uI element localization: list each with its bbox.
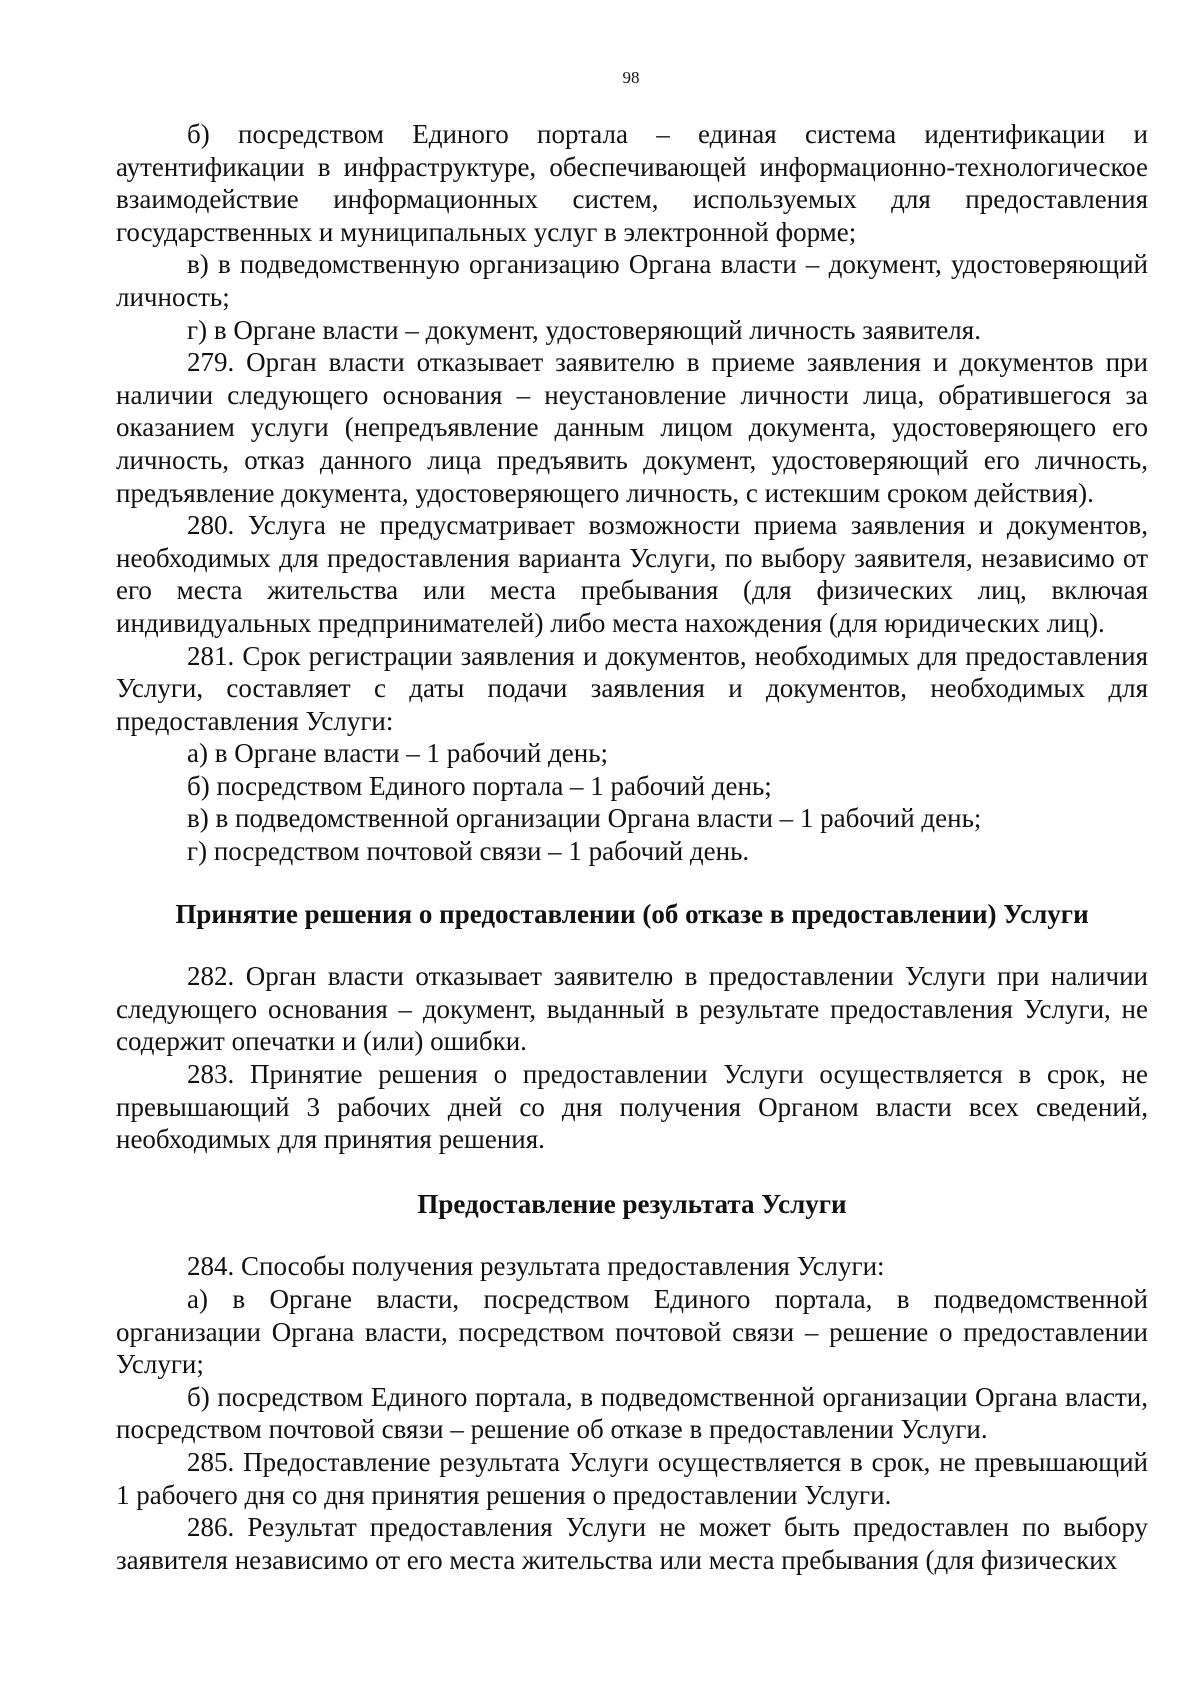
paragraph: 285. Предоставление результата Услуги осуществляется в срок, не превышающий 1 рабочего дня со дня принятия решения о предоставлении Услуги. <box>116 1446 1148 1510</box>
paragraph: 286. Результат предоставления Услуги не может быть предоставлен по выбору заявителя независимо от его места жительства или места пребывания (для физических <box>116 1512 1148 1575</box>
paragraph: б) посредством Единого портала, в подведомственной организации Органа власти, посредством почтовой связи – решение об отказе в предоставлении Услуги. <box>116 1381 1148 1445</box>
paragraph: а) в Органе власти – 1 рабочий день; <box>187 738 609 769</box>
section-heading-decision: Принятие решения о предоставлении (об отказе в предоставлении) Услуги <box>175 898 1089 929</box>
section-paragraphs-a <box>116 118 1148 868</box>
paragraph: б) посредством Единого портала – единая система идентификации и аутентификации в инфраструктуре, обеспечивающей информационно-технологическое взаимодействие информационных систем, используемых для предоставления государственных и муниципальных услуг в электронной форме; <box>116 119 1148 247</box>
section-heading-result: Предоставление результата Услуги <box>417 1188 847 1219</box>
paragraph: а) в Органе власти, посредством Единого портала, в подведомственной организации Органа власти, посредством почтовой связи – решение о предоставлении Услуги; <box>116 1284 1148 1380</box>
paragraph: в) в подведомственной организации Органа власти – 1 рабочий день; <box>187 803 982 834</box>
paragraph: 279. Орган власти отказывает заявителю в приеме заявления и документов при наличии следующего основания – неустановление личности лица, обратившегося за оказанием услуги (непредъявление данным лицом документа, удостоверяющего его личность, отказ данного лица предъявить документ, удостоверяющий его личность, предъявление документа, удостоверяющего личность, с истекшим сроком действия). <box>116 347 1148 508</box>
paragraph: г) в Органе власти – документ, удостоверяющий личность заявителя. <box>187 314 981 345</box>
paragraph: 280. Услуга не предусматривает возможности приема заявления и документов, необходимых для предоставления варианта Услуги, по выбору заявителя, независимо от его места жительства или места пребывания (для физических лиц, включая индивидуальных предпринимателей) либо места нахождения (для юридических лиц). <box>116 510 1148 638</box>
page-number: 98 <box>622 68 640 87</box>
paragraph: 281. Срок регистрации заявления и документов, необходимых для предоставления Услуги, составляет с даты подачи заявления и документов, необходимых для предоставления Услуги: <box>116 640 1148 736</box>
paragraph: г) посредством почтовой связи – 1 рабочий день. <box>187 836 750 867</box>
paragraph: 283. Принятие решения о предоставлении Услуги осуществляется в срок, не превышающий 3 рабочих дней со дня получения Органом власти всех сведений, необходимых для принятия решения. <box>116 1059 1148 1155</box>
paragraph: 284. Способы получения результата предоставления Услуги: <box>187 1251 885 1282</box>
section-paragraphs-c <box>116 1250 1148 1576</box>
section-paragraphs-b <box>116 960 1148 1156</box>
paragraph: б) посредством Единого портала – 1 рабочий день; <box>187 770 772 801</box>
document-body <box>116 118 1148 1576</box>
paragraph: 282. Орган власти отказывает заявителю в предоставлении Услуги при наличии следующего основания – документ, выданный в результате предоставления Услуги, не содержит опечатки и (или) ошибки. <box>116 961 1148 1057</box>
paragraph: в) в подведомственную организацию Органа власти – документ, удостоверяющий личность; <box>116 249 1148 312</box>
